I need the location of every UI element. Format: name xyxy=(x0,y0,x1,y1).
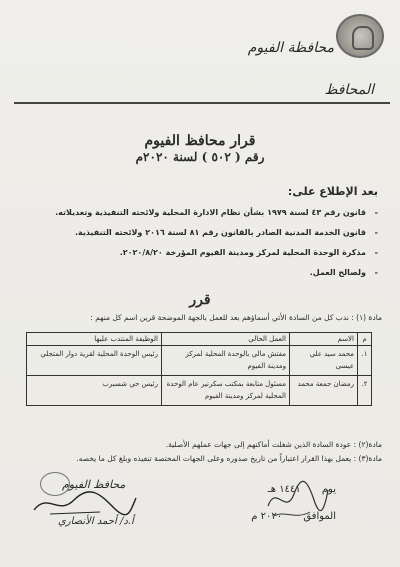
gregorian-date-year: ٢٠٢٠ م xyxy=(251,511,283,522)
row-current: مسئول متابعة بمكتب سكرتير عام الوحدة المحلية لمركز ومدينة الفيوم xyxy=(162,376,290,406)
row-num: ٢. xyxy=(358,376,372,406)
reference-item: - قانون الخدمة المدنية الصادر بالقانون رقم ٨١ لسنة ٢٠١٦ ولائحته التنفيذية. xyxy=(20,226,378,246)
hijri-date-label: يوم xyxy=(321,484,336,495)
header-num: م xyxy=(358,333,372,346)
row-assigned: رئيس الوحدة المحلية لقرية دوار المتجلي xyxy=(27,346,162,376)
header-assigned: الوظيفة المنتدب عليها xyxy=(27,333,162,346)
row-name: محمد سيد علي عيسى xyxy=(290,346,358,376)
reference-item: - قانون رقم ٤٣ لسنة ١٩٧٩ بشأن نظام الادارة المحلية ولائحته التنفيذية وتعديلاته. xyxy=(20,206,378,226)
article-2: مادة(٢) : عودة السادة الذين شغلت أماكنهم إلى جهات عملهم الأصلية. xyxy=(165,440,382,449)
article-3: مادة(٣) : يعمل بهذا القرار اعتباراً من تاريخ صدوره وعلى الجهات المختصة تنفيذه وبلغ كل ما يخصه. xyxy=(76,454,382,463)
references-list xyxy=(20,206,378,286)
decree-title: قرار محافظ الفيوم xyxy=(144,133,256,149)
signature-title: محافظ الفيوم xyxy=(62,478,126,491)
reference-item: - مذكرة الوحدة المحلية لمركز ومدينة الفيوم المؤرخة ٢٠٢٠/٨/٢٠. xyxy=(20,246,378,266)
header-name: الاسم xyxy=(290,333,358,346)
row-current: مفتش مالي بالوحدة المحلية لمركز ومدينة الفيوم xyxy=(162,346,290,376)
assignment-table xyxy=(26,332,372,406)
table-row xyxy=(27,376,372,406)
decision-heading: قرر xyxy=(189,292,211,308)
signatory-name: أ.د/ أحمد الأنصاري xyxy=(58,516,134,527)
row-num: ١. xyxy=(358,346,372,376)
decree-number: رقم ( ٥٠٢ ) لسنة ٢٠٢٠م xyxy=(135,150,265,164)
signature-icon xyxy=(30,490,140,518)
header-current: العمل الحالي xyxy=(162,333,290,346)
row-name: رمضان جمعة محمد xyxy=(290,376,358,406)
governor-label: المحافظ xyxy=(324,82,374,98)
reference-item: - ولصالح العمل. xyxy=(20,266,378,286)
preamble-intro: بعد الإطلاع على: xyxy=(287,185,378,198)
governorate-name: محافظة الفيوم xyxy=(247,40,334,56)
header-divider xyxy=(14,102,390,104)
table-header-row xyxy=(27,333,372,346)
governorate-seal-icon xyxy=(336,14,384,58)
gregorian-date-label: الموافق xyxy=(303,511,336,522)
hijri-date-year: ١٤٤١ هـ xyxy=(267,484,301,495)
date-handwriting-icon xyxy=(262,476,332,522)
row-assigned: رئيس حي شسبرب xyxy=(27,376,162,406)
table-row xyxy=(27,346,372,376)
article-1: مادة (١) : ندب كل من السادة الأتي أسماؤهم بعد للعمل بالجهة الموضحة قرين اسم كل منهم : xyxy=(90,313,382,322)
